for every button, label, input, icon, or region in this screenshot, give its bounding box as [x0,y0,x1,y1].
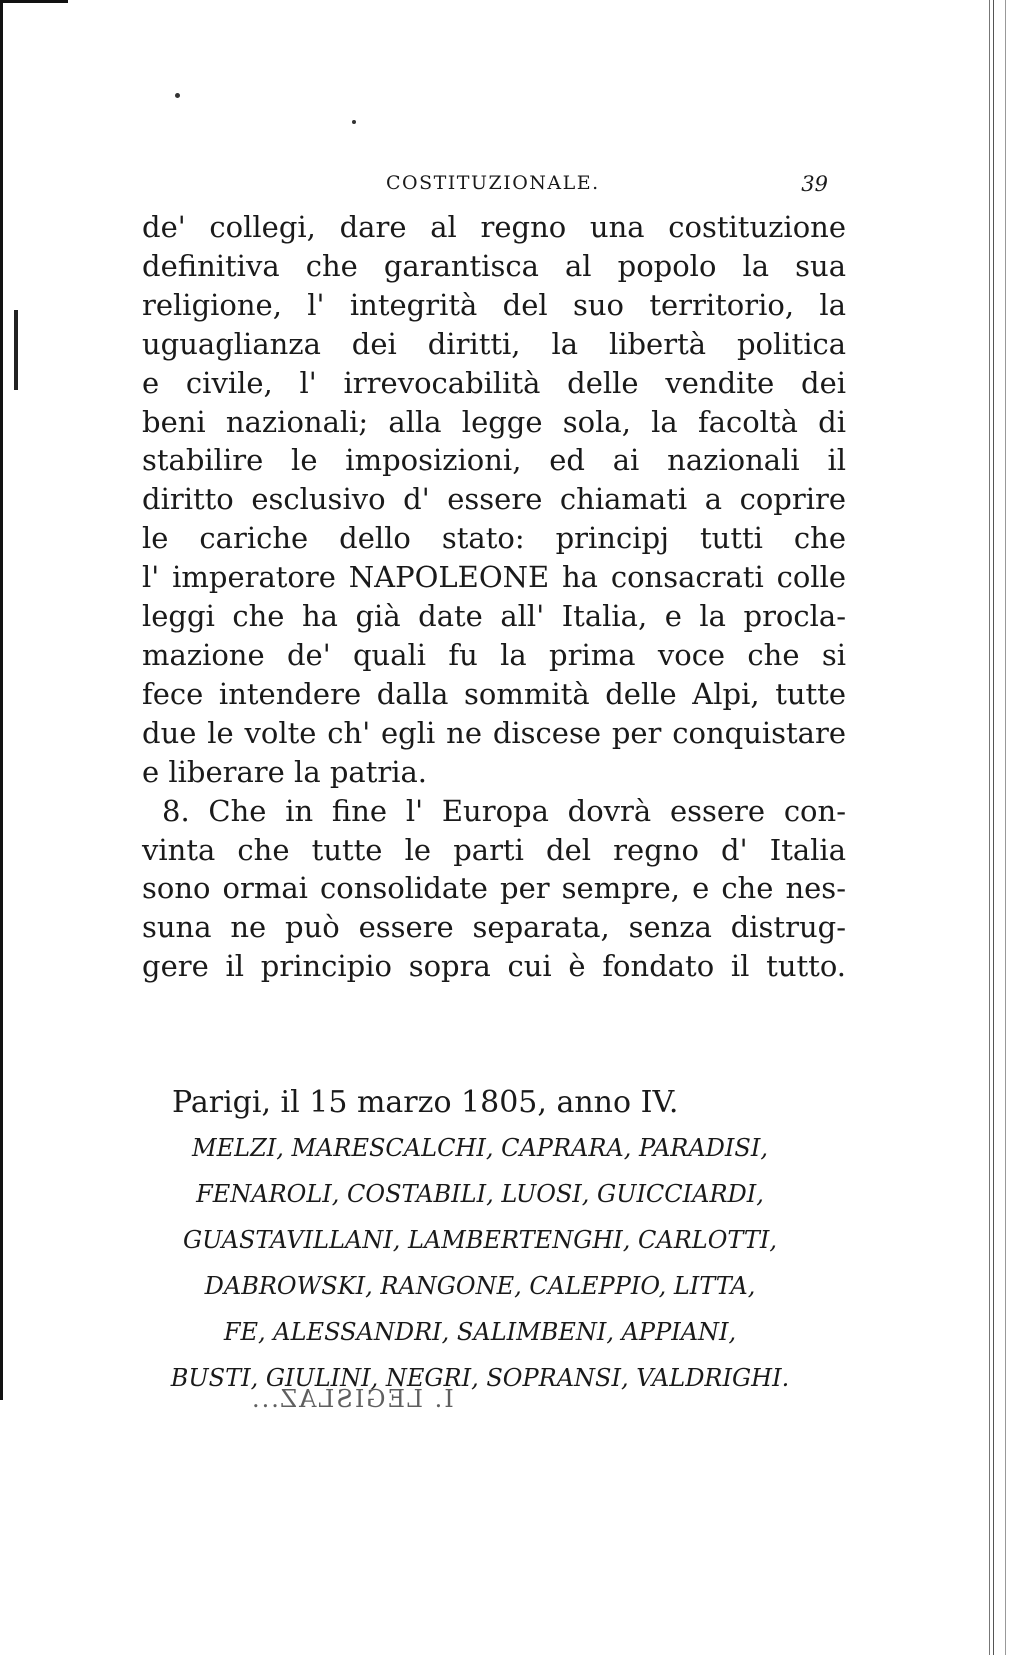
ink-speck [175,93,180,98]
binding-mark [14,310,18,390]
text-line: uguaglianza dei diritti, la libertà politica [142,326,846,361]
signatory-line: FENAROLI, COSTABILI, LUOSI, GUICCIARDI, [196,1180,764,1208]
text-line: leggi che ha già date all' Italia, e la procla- [142,599,846,634]
text-line: fece intendere dalla sommità delle Alpi, tutte [142,676,846,711]
text-line: e civile, l' irrevocabilità delle vendite dei [142,365,846,400]
text-line: beni nazionali; alla legge sola, la facoltà di [142,404,846,439]
text-line: suna ne può essere separata, senza distrug- [142,910,846,945]
text-line: e liberare la patria. [142,754,427,789]
text-line: religione, l' integrità del suo territorio, la [142,287,846,322]
page-number: 39 [801,172,828,196]
text-line: de' collegi, dare al regno una costituzione [142,210,846,244]
bleed-through-text: I. LEGISLAZ... [250,1385,454,1413]
text-line: 8. Che in fine l' Europa dovrà essere con- [162,793,846,828]
text-line: diritto esclusivo d' essere chiamati a coprire [142,482,846,517]
signatory-line: MELZI, MARESCALCHI, CAPRARA, PARADISI, [192,1134,768,1162]
page-edge-left [0,0,3,1400]
text-line: sono ormai consolidate per sempre, e che nes- [142,871,846,906]
signatory-line: BUSTI, GIULINI, NEGRI, SOPRANSI, VALDRIGHI. [170,1364,790,1392]
text-line: gere il principio sopra cui è fondato il tutto. [142,949,846,984]
running-header [150,172,850,200]
running-title: COSTITUZIONALE. [386,172,600,194]
text-line: le cariche dello stato: principj tutti che [142,521,846,556]
text-line: mazione de' quali fu la prima voce che si [142,637,846,672]
dateline: Parigi, il 15 marzo 1805, anno IV. [172,1085,679,1120]
signatory-line: DABROWSKI, RANGONE, CALEPPIO, LITTA, [204,1272,756,1300]
signatory-line: GUASTAVILLANI, LAMBERTENGHI, CARLOTTI, [183,1226,777,1254]
ink-speck [352,120,356,124]
page-edge-top [0,0,68,3]
text-line: due le volte ch' egli ne discese per conquistare [142,715,846,750]
text-line: vinta che tutte le parti del regno d' Italia [142,832,846,867]
text-line: definitiva che garantisca al popolo la sua [142,248,846,283]
text-line: l' imperatore NAPOLEONE ha consacrati colle [142,560,846,595]
body-text [142,208,846,986]
page-edge-right-inner [1005,0,1006,1655]
page-edge-right [989,0,994,1655]
signatories [120,1125,840,1401]
text-line: stabilire le imposizioni, ed ai nazionali il [142,443,846,478]
signatory-line: FE, ALESSANDRI, SALIMBENI, APPIANI, [223,1318,737,1346]
